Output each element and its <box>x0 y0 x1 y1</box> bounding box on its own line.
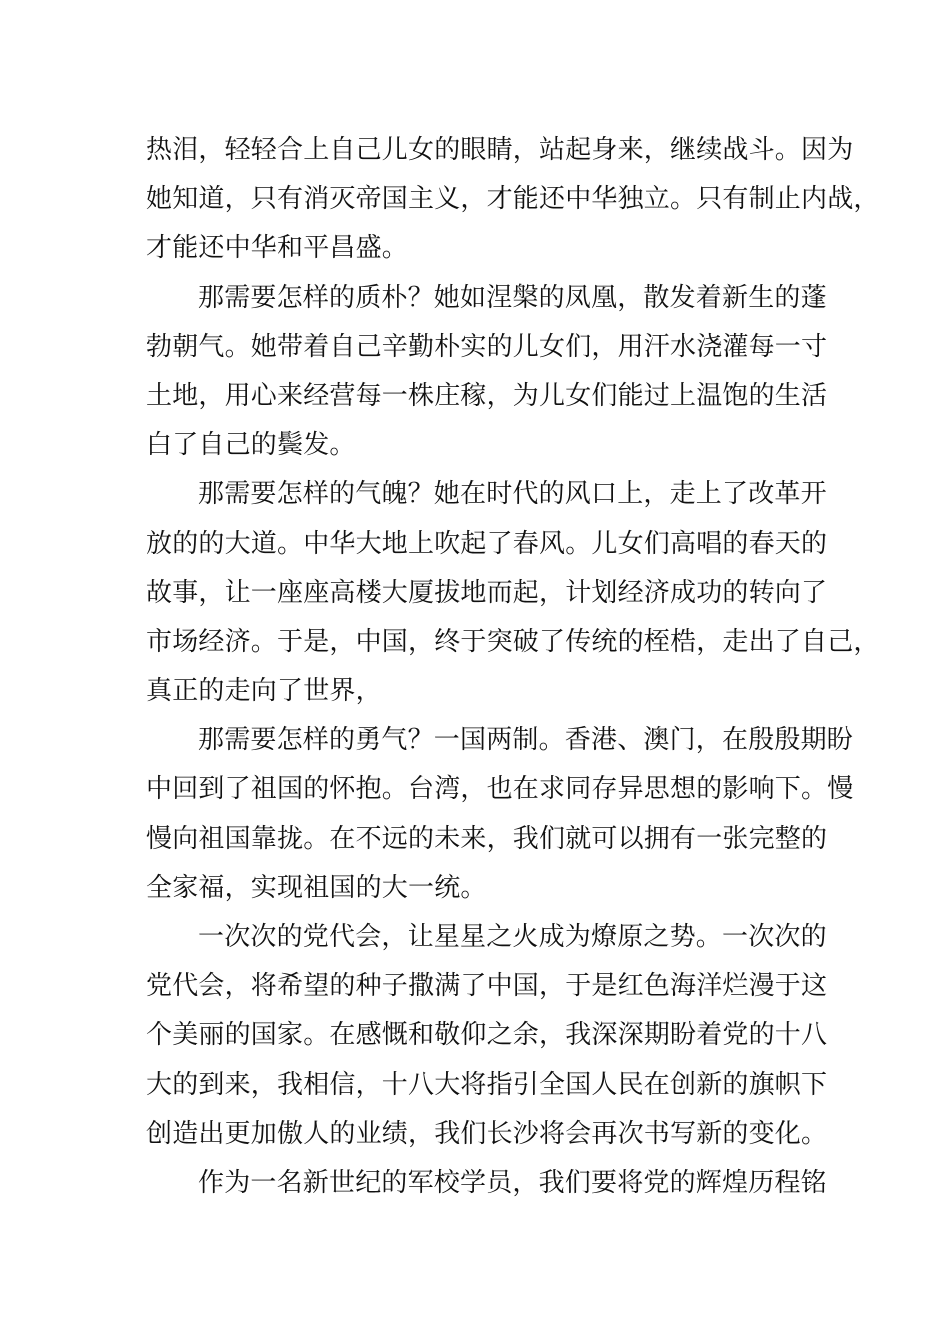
paragraph <box>146 274 828 471</box>
text-line: 故事，让一座座高楼大厦拔地而起，计划经济成功的转向了 <box>146 577 828 608</box>
body-text <box>146 126 880 1208</box>
text-line: 才能还中华和平昌盛。 <box>146 233 409 264</box>
text-line: 热泪，轻轻合上自己儿女的眼睛，站起身来，继续战斗。因为 <box>146 135 854 165</box>
text-line: 那需要怎样的气魄？她在时代的风口上，走上了改革开 <box>198 479 827 510</box>
text-line: 慢向祖国靠拢。在不远的未来，我们就可以拥有一张完整的 <box>146 823 828 854</box>
text-line: 作为一名新世纪的军校学员，我们要将党的辉煌历程铭 <box>198 1167 827 1198</box>
text-line: 全家福，实现祖国的大一统。 <box>146 872 487 903</box>
text-line: 个美丽的国家。在感慨和敬仰之余，我深深期盼着党的十八 <box>146 1020 828 1051</box>
paragraph <box>146 716 854 913</box>
paragraph <box>146 470 880 716</box>
text-line: 中回到了祖国的怀抱。台湾，也在求同存异思想的影响下。慢 <box>146 774 854 805</box>
text-line: 创造出更加傲人的业绩，我们长沙将会再次书写新的变化。 <box>146 1118 828 1149</box>
text-line: 勃朝气。她带着自己辛勤朴实的儿女们，用汗水浇灌每一寸 <box>146 331 828 362</box>
text-line: 土地，用心来经营每一株庄稼，为儿女们能过上温饱的生活 <box>146 380 828 411</box>
text-line: 那需要怎样的质朴？她如涅槃的凤凰，散发着新生的蓬 <box>198 282 827 313</box>
text-line: 放的的大道。中华大地上吹起了春风。儿女们高唱的春天的 <box>146 528 828 559</box>
text-line: 市场经济。于是，中国，终于突破了传统的桎梏，走出了自己， <box>146 626 880 657</box>
text-line: 党代会，将希望的种子撒满了中国，于是红色海洋烂漫于这 <box>146 971 828 1002</box>
text-line: 真正的走向了世界， <box>146 676 382 707</box>
paragraph <box>146 1159 827 1208</box>
text-line: 她知道，只有消灭帝国主义，才能还中华独立。只有制止内战， <box>146 184 880 215</box>
paragraph <box>146 913 828 1159</box>
text-line: 一次次的党代会，让星星之火成为燎原之势。一次次的 <box>198 922 827 952</box>
text-line: 那需要怎样的勇气？一国两制。香港、澳门，在殷殷期盼 <box>198 725 854 756</box>
text-line: 大的到来，我相信，十八大将指引全国人民在创新的旗帜下 <box>146 1069 828 1100</box>
paragraph <box>146 126 880 274</box>
text-line: 白了自己的鬓发。 <box>146 430 356 461</box>
